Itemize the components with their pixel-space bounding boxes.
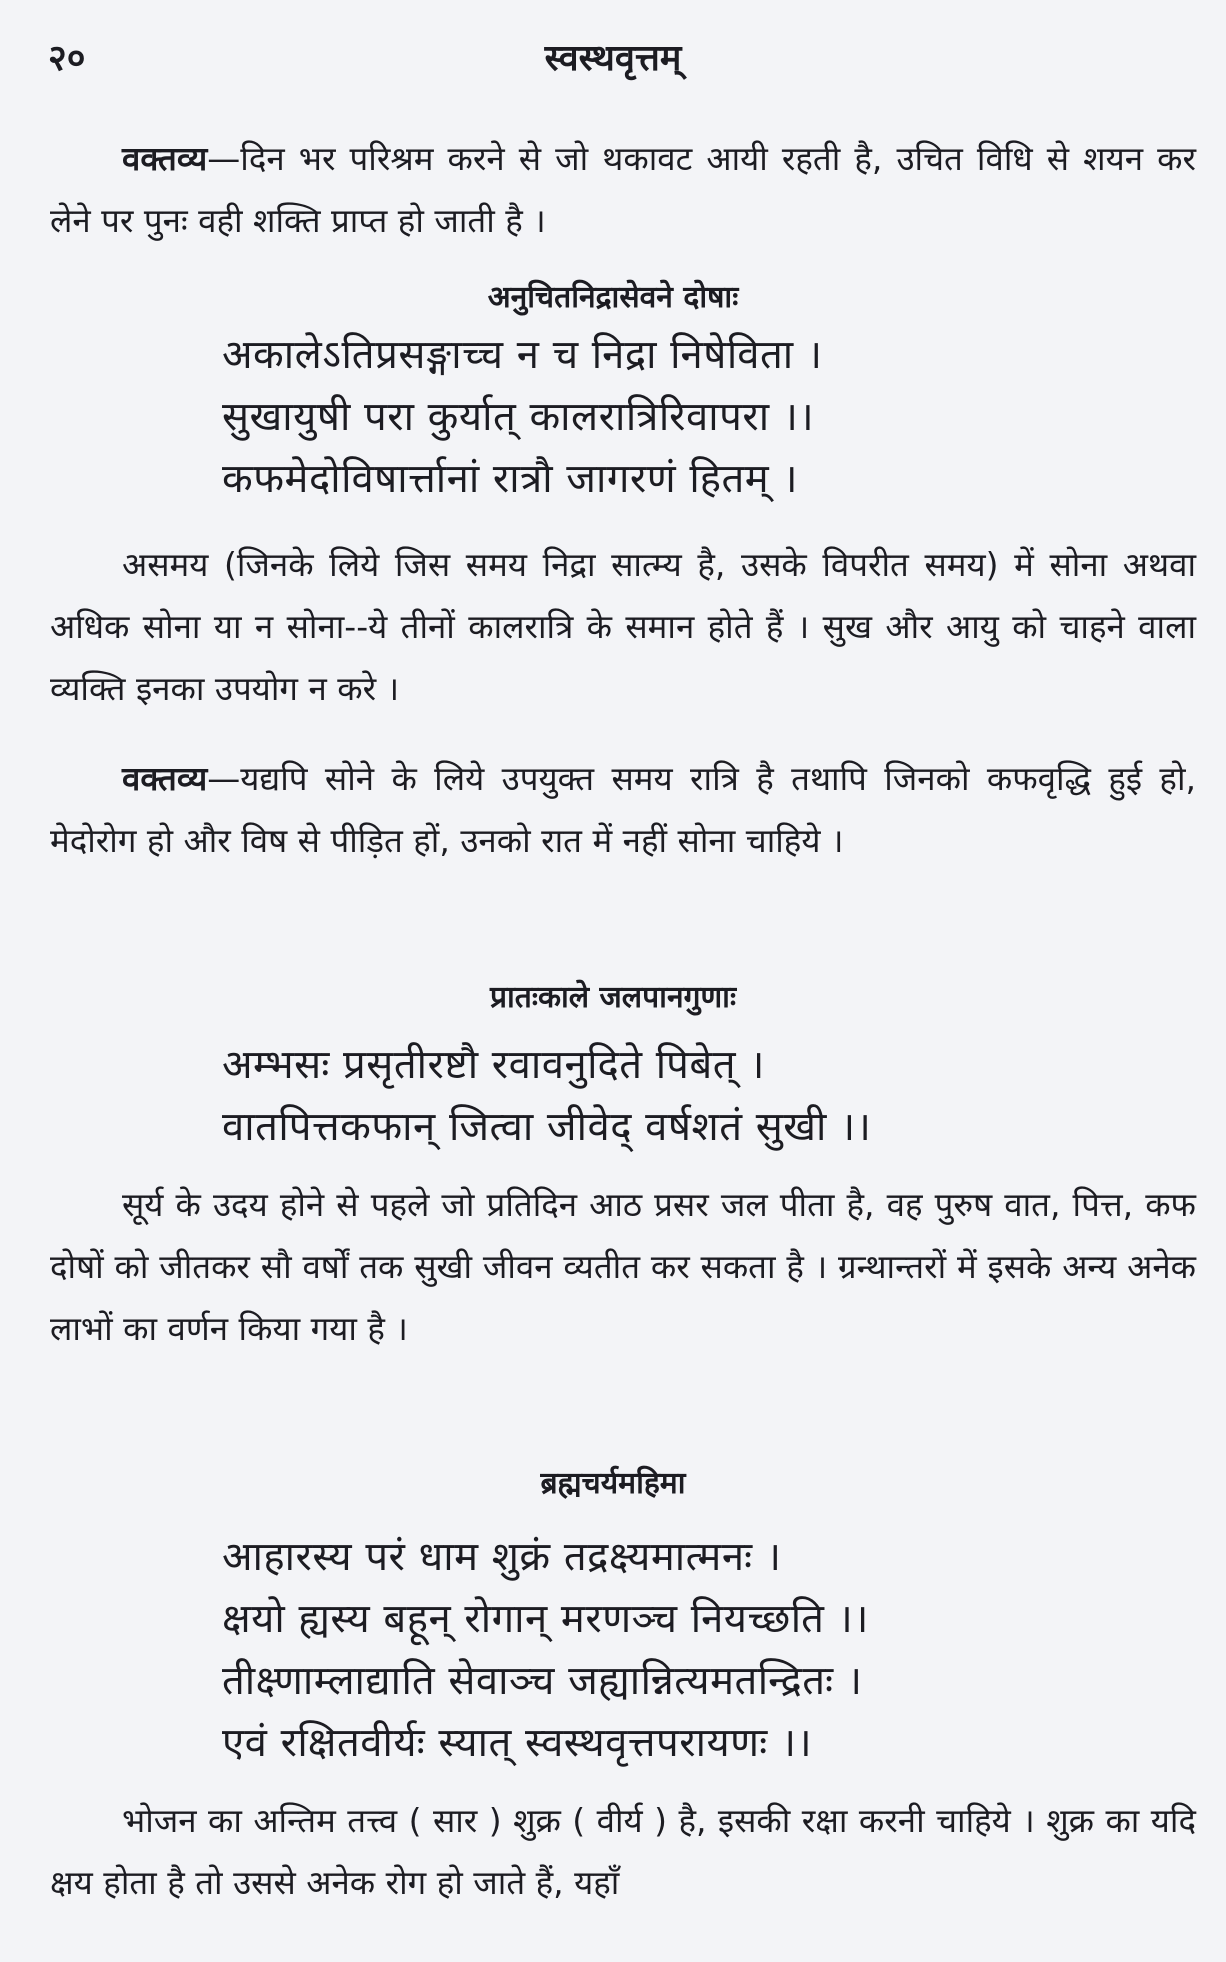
paragraph-1 — [50, 128, 1196, 252]
verse-3-line: तीक्ष्णाम्लाद्याति सेवाञ्च जह्यान्नित्यमतन्द्रितः । — [222, 1658, 863, 1704]
heading-jalpan: प्रातःकाले जलपानगुणाः — [489, 980, 737, 1015]
verse-1-line: अकालेऽतिप्रसङ्गाच्च न च निद्रा निषेविता । — [222, 332, 823, 378]
heading-anuchit-nidra: अनुचितनिद्रासेवने दोषाः — [487, 280, 739, 315]
paragraph-1-text: —दिन भर परिश्रम करने से जो थकावट आयी रहती है, उचित विधि से शयन कर लेने पर पुनः वही शक्ति प्राप्त हो जाती है । — [50, 139, 1196, 240]
paragraph-3 — [50, 748, 1196, 872]
paragraph-3-text: —यद्यपि सोने के लिये उपयुक्त समय रात्रि है तथापि जिनको कफवृद्धि हुई हो, मेदोरोग हो और विष से पीड़ित हों, उनको रात में नहीं सोना चाहिये । — [50, 759, 1196, 860]
verse-3 — [222, 1526, 1022, 1774]
verse-2-line: अम्भसः प्रसृतीरष्टौ रवावनुदिते पिबेत् । — [222, 1042, 765, 1088]
verse-1-line: सुखायुषी परा कुर्यात् कालरात्रिरिवापरा ।। — [222, 394, 815, 440]
verse-1 — [222, 324, 1022, 510]
paragraph-5-text: भोजन का अन्तिम तत्त्व ( सार ) शुक्र ( वीर्य ) है, इसकी रक्षा करनी चाहिये । शुक्र का यदि क्षय होता है तो उससे अनेक रोग हो जाते हैं, यहाँ — [50, 1801, 1196, 1902]
verse-3-line: एवं रक्षितवीर्यः स्यात् स्वस्थवृत्तपरायणः ।। — [222, 1720, 813, 1766]
paragraph-3-label: वक्तव्य — [122, 759, 208, 798]
verse-3-line: क्षयो ह्यस्य बहून् रोगान् मरणञ्च नियच्छति ।। — [222, 1596, 869, 1642]
heading-brahmacharya: ब्रह्मचर्यमहिमा — [540, 1466, 686, 1501]
paragraph-1-label: वक्तव्य — [122, 139, 208, 178]
verse-2 — [222, 1034, 1022, 1158]
running-title: स्वस्थवृत्तम् — [544, 38, 682, 79]
page-number: २० — [48, 38, 86, 79]
verse-1-line: कफमेदोविषार्त्तानां रात्रौ जागरणं हितम् । — [222, 456, 799, 502]
paragraph-5 — [50, 1790, 1196, 1914]
verse-3-line: आहारस्य परं धाम शुक्रं तद्रक्ष्यमात्मनः । — [222, 1534, 782, 1580]
verse-2-line: वातपित्तकफान् जित्वा जीवेद् वर्षशतं सुखी ।। — [222, 1104, 872, 1150]
paragraph-4 — [50, 1174, 1196, 1360]
paragraph-4-text: सूर्य के उदय होने से पहले जो प्रतिदिन आठ प्रसर जल पीता है, वह पुरुष वात, पित्त, कफ दोषों को जीतकर सौ वर्षों तक सुखी जीवन व्यतीत कर सकता है । ग्रन्थान्तरों में इसके अन्य अनेक लाभों का वर्णन किया गया है । — [50, 1185, 1196, 1348]
paragraph-2-text: असमय (जिनके लिये जिस समय निद्रा सात्म्य है, उसके विपरीत समय) में सोना अथवा अधिक सोना या न सोना--ये तीनों कालरात्रि के समान होते हैं । सुख और आयु को चाहने वाला व्यक्ति इनका उपयोग न करे । — [50, 545, 1196, 708]
page-header — [0, 32, 1226, 82]
paragraph-2 — [50, 534, 1196, 720]
